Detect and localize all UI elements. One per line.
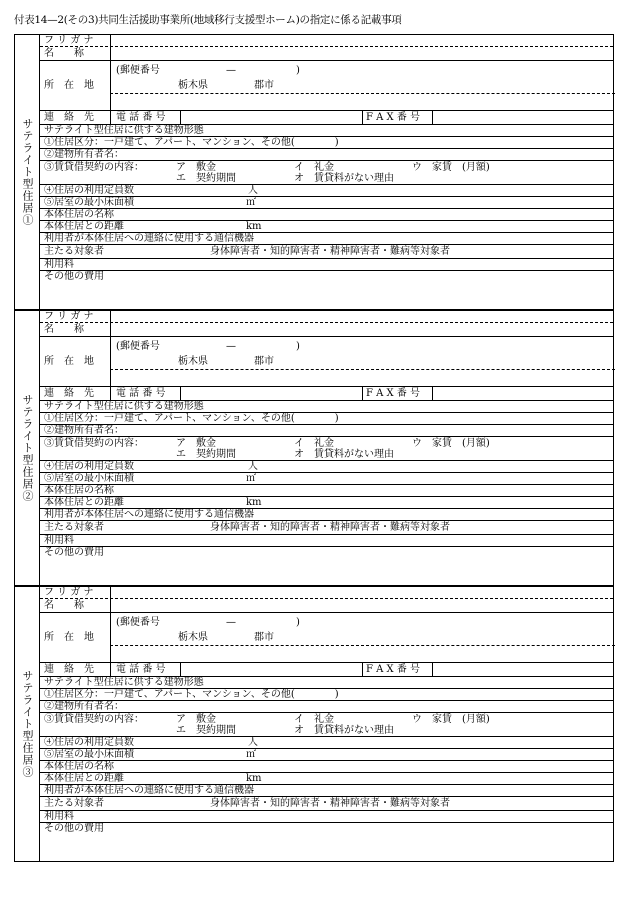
name-label: 名 称 [44,600,84,611]
form-row [40,613,613,663]
form-row [40,509,613,521]
capacity-unit: 人 [248,185,258,196]
building-owner-label: ②建物所有者名： [44,425,124,436]
divider [362,387,363,400]
lease-key-money-label: イ 礼金 [294,162,334,173]
capacity-label: ④住居の利用定員数 [44,185,134,196]
floor-area-unit: ㎡ [246,197,256,208]
satellite-section-1 [14,34,614,310]
phone-value[interactable] [184,664,354,676]
usage-fee-label: 利用料 [44,259,74,270]
fax-value[interactable] [436,112,606,124]
form-row [40,701,613,713]
form-row [40,521,613,535]
lease-no-fee-reason-label: オ 賃貸料がない理由 [294,173,394,184]
postal-code-label: (郵便番号 [116,341,160,352]
address-dashed-line [110,369,615,370]
form-row [40,761,613,773]
fax-label: F A X 番 号 [366,664,420,675]
divider [180,387,181,400]
building-owner-label: ②建物所有者名： [44,149,124,160]
lease-period-label: エ 契約期間 [176,449,236,460]
form-row [40,387,613,401]
form-row [40,677,613,689]
lease-contract-label: ③賃貸借契約の内容： [44,162,144,173]
lease-rent-label: ウ 家賃 (月額) [412,714,490,725]
postal-close: ) [296,341,300,352]
residence-type-label: ①住居区分：一戸建て、アパート、マンション、その他( ) [44,413,339,424]
address-label: 所 在 地 [44,80,94,91]
building-form-label: サテライト型住居に供する建物形態 [44,401,204,412]
capacity-unit: 人 [248,737,258,748]
furigana-label: フ リ ガ ナ [44,587,94,598]
building-form-label: サテライト型住居に供する建物形態 [44,125,204,136]
divider [110,599,111,612]
form-row [40,485,613,497]
form-row [40,599,613,613]
phone-label: 電 話 番 号 [116,388,166,399]
usage-fee-label: 利用料 [44,811,74,822]
building-form-label: サテライト型住居に供する建物形態 [44,677,204,688]
lease-contract-label: ③賃貸借契約の内容： [44,438,144,449]
fax-value[interactable] [436,664,606,676]
fax-label: F A X 番 号 [366,388,420,399]
distance-label: 本体住居との距離 [44,773,124,784]
form-row [40,689,613,701]
name-value[interactable] [114,324,614,336]
satellite-section-3 [14,586,614,862]
postal-code-label: (郵便番号 [116,65,160,76]
form-row [40,547,613,585]
main-residence-name-label: 本体住居の名称 [44,485,114,496]
form-row [40,823,613,861]
divider [432,111,433,124]
name-value[interactable] [114,48,614,60]
phone-label: 電 話 番 号 [116,112,166,123]
fax-value[interactable] [436,388,606,400]
floor-area-unit: ㎡ [246,749,256,760]
form-row [40,125,613,137]
prefecture-label: 栃木県 [178,80,208,91]
form-row [40,271,613,309]
divider [180,111,181,124]
address-label: 所 在 地 [44,356,94,367]
divider [362,663,363,676]
form-row [40,587,613,599]
lease-no-fee-reason-label: オ 賃貸料がない理由 [294,725,394,736]
divider [432,663,433,676]
form-row [40,413,613,425]
form-row [40,111,613,125]
floor-area-label: ⑤居室の最小床面積 [44,197,134,208]
lease-deposit-label: ア 敷金 [176,438,216,449]
target-value: 身体障害者・知的障害者・精神障害者・難病等対象者 [210,246,450,257]
form-row [40,535,613,547]
address-dashed-line [110,93,615,94]
other-fee-label: その他の費用 [44,547,104,558]
postal-close: ) [296,617,300,628]
divider [432,387,433,400]
form-row [40,749,613,761]
target-value: 身体障害者・知的障害者・精神障害者・難病等対象者 [210,798,450,809]
form-row [40,401,613,413]
section-side-label [15,587,40,861]
target-label: 主たる対象者 [44,522,104,533]
comm-device-label: 利用者が本体住居への連絡に使用する通信機器 [44,509,254,520]
form-row [40,425,613,437]
name-label: 名 称 [44,48,84,59]
address-label: 所 在 地 [44,632,94,643]
form-row [40,663,613,677]
lease-rent-label: ウ 家賃 (月額) [412,438,490,449]
other-fee-label: その他の費用 [44,271,104,282]
divider [110,337,111,386]
postal-dash: — [226,617,236,628]
phone-label: 電 話 番 号 [116,664,166,675]
residence-type-label: ①住居区分：一戸建て、アパート、マンション、その他( ) [44,689,339,700]
distance-unit: km [246,221,262,232]
form-row [40,185,613,197]
divider [110,323,111,336]
postal-dash: — [226,341,236,352]
contact-label: 連 絡 先 [44,112,94,123]
phone-value[interactable] [184,112,354,124]
form-row [40,137,613,149]
phone-value[interactable] [184,388,354,400]
section-side-label [15,35,40,309]
prefecture-label: 栃木県 [178,632,208,643]
county-label: 郡市 [254,80,274,91]
form-row [40,497,613,509]
contact-label: 連 絡 先 [44,388,94,399]
form-row [40,149,613,161]
capacity-label: ④住居の利用定員数 [44,737,134,748]
form-row [40,797,613,811]
name-label: 名 称 [44,324,84,335]
form-row [40,737,613,749]
floor-area-label: ⑤居室の最小床面積 [44,749,134,760]
divider [110,663,111,676]
divider [110,111,111,124]
form-row [40,221,613,233]
furigana-label: フ リ ガ ナ [44,311,94,322]
county-label: 郡市 [254,632,274,643]
residence-type-label: ①住居区分：一戸建て、アパート、マンション、その他( ) [44,137,339,148]
section-side-label [15,311,40,585]
comm-device-label: 利用者が本体住居への連絡に使用する通信機器 [44,233,254,244]
form-row [40,245,613,259]
prefecture-label: 栃木県 [178,356,208,367]
form-row [40,61,613,111]
building-owner-label: ②建物所有者名： [44,701,124,712]
target-label: 主たる対象者 [44,246,104,257]
postal-dash: — [226,65,236,76]
lease-contract-label: ③賃貸借契約の内容： [44,714,144,725]
comm-device-label: 利用者が本体住居への連絡に使用する通信機器 [44,785,254,796]
form-row [40,47,613,61]
satellite-section-2 [14,310,614,586]
fax-label: F A X 番 号 [366,112,420,123]
county-label: 郡市 [254,356,274,367]
form-row [40,259,613,271]
postal-close: ) [296,65,300,76]
form-row [40,785,613,797]
divider [110,47,111,60]
form-row [40,233,613,245]
form-row [40,337,613,387]
usage-fee-label: 利用料 [44,535,74,546]
divider [110,613,111,662]
divider [110,61,111,110]
postal-code-label: (郵便番号 [116,617,160,628]
form-row [40,197,613,209]
form-title: 付表14—2(その3)共同生活援助事業所(地域移行支援型ホーム)の指定に係る記載事項 [14,14,402,26]
floor-area-unit: ㎡ [246,473,256,484]
form-row [40,773,613,785]
main-residence-name-label: 本体住居の名称 [44,761,114,772]
form-row [40,811,613,823]
lease-period-label: エ 契約期間 [176,725,236,736]
distance-unit: km [246,497,262,508]
form-row [40,713,613,737]
capacity-label: ④住居の利用定員数 [44,461,134,472]
divider [362,111,363,124]
lease-period-label: エ 契約期間 [176,173,236,184]
divider [110,387,111,400]
form-row [40,161,613,185]
distance-label: 本体住居との距離 [44,497,124,508]
section-label: サテライト型住居③ [21,670,34,778]
distance-unit: km [246,773,262,784]
form-row [40,311,613,323]
lease-key-money-label: イ 礼金 [294,438,334,449]
form-row [40,437,613,461]
furigana-label: フ リ ガ ナ [44,35,94,46]
floor-area-label: ⑤居室の最小床面積 [44,473,134,484]
other-fee-label: その他の費用 [44,823,104,834]
form-row [40,461,613,473]
form-row [40,209,613,221]
contact-label: 連 絡 先 [44,664,94,675]
distance-label: 本体住居との距離 [44,221,124,232]
form-row [40,473,613,485]
target-label: 主たる対象者 [44,798,104,809]
form-row [40,35,613,47]
lease-key-money-label: イ 礼金 [294,714,334,725]
lease-deposit-label: ア 敷金 [176,714,216,725]
form-row [40,323,613,337]
name-value[interactable] [114,600,614,612]
lease-rent-label: ウ 家賃 (月額) [412,162,490,173]
lease-no-fee-reason-label: オ 賃貸料がない理由 [294,449,394,460]
section-label: サテライト型住居② [21,394,34,502]
divider [180,663,181,676]
target-value: 身体障害者・知的障害者・精神障害者・難病等対象者 [210,522,450,533]
lease-deposit-label: ア 敷金 [176,162,216,173]
main-residence-name-label: 本体住居の名称 [44,209,114,220]
address-dashed-line [110,645,615,646]
capacity-unit: 人 [248,461,258,472]
section-label: サテライト型住居① [21,118,34,226]
